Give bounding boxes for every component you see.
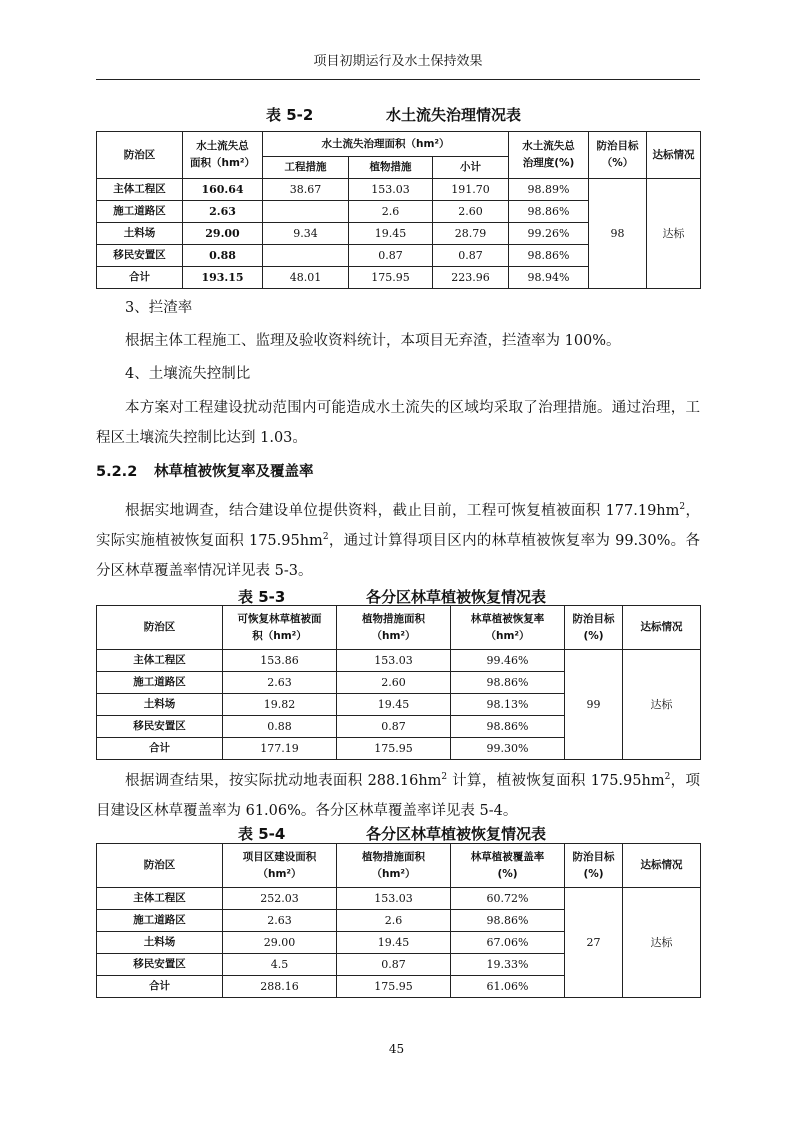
status-value: 达标	[623, 888, 701, 998]
table-row: 施工道路区 2.63 2.60 98.86%	[97, 672, 701, 694]
paragraph: 本方案对工程建设扰动范围内可能造成水土流失的区域均采取了治理措施。通过治理，工程区土壤流失控制比达到 1.03。	[96, 400, 700, 446]
header-plant-area: 植物措施面积 （hm²）	[337, 844, 451, 888]
header-zone: 防治区	[97, 132, 183, 179]
header-coverage-rate: 林草植被覆盖率 (%)	[451, 844, 565, 888]
header-subtotal: 小计	[433, 157, 509, 179]
header-managed-area: 水土流失治理面积（hm²）	[263, 132, 509, 157]
table-row: 土料场 29.00 19.45 67.06%	[97, 932, 701, 954]
table-row: 主体工程区 160.64 38.67 153.03 191.70 98.89% 98 达标	[97, 179, 701, 201]
table-row: 主体工程区 252.03 153.03 60.72% 27 达标	[97, 888, 701, 910]
status-value: 达标	[623, 650, 701, 760]
header-recovery-rate: 林草植被恢复率 （hm²）	[451, 606, 565, 650]
table-number: 表 5-4	[238, 825, 286, 843]
table-row: 土料场 19.82 19.45 98.13%	[97, 694, 701, 716]
header-target: 防治目标 （%）	[589, 132, 647, 179]
table-title: 各分区林草植被恢复情况表	[366, 825, 547, 843]
header-target: 防治目标 (%)	[565, 844, 623, 888]
paragraph: 根据主体工程施工、监理及验收资料统计，本项目无弃渣，拦渣率为 100%。	[125, 333, 621, 349]
table-soil-erosion-control	[96, 131, 701, 289]
page-number: 45	[388, 1042, 405, 1056]
section-heading	[96, 460, 314, 481]
table-row: 移民安置区 4.5 0.87 19.33%	[97, 954, 701, 976]
header-recoverable-area: 可恢复林草植被面 积（hm²）	[223, 606, 337, 650]
status-value: 达标	[647, 179, 701, 289]
table-row: 施工道路区 2.63 2.6 2.60 98.86%	[97, 201, 701, 223]
table-row: 合计 288.16 175.95 61.06%	[97, 976, 701, 998]
section-number: 5.2.2	[96, 464, 138, 480]
header-degree: 水土流失总 治理度(%)	[509, 132, 589, 179]
table-row: 合计 177.19 175.95 99.30%	[97, 738, 701, 760]
section-title: 林草植被恢复率及覆盖率	[154, 464, 314, 480]
table-number: 表 5-3	[238, 588, 286, 606]
paragraph: 根据实地调查，结合建设单位提供资料，截止目前，工程可恢复植被面积 $177.19hm^2$，实际实施植被恢复面积 $175.95hm^2$，通过计算得项目区内的林草植被恢复率为 99.30%。各分区林草覆盖率情况详见表 5-3。	[96, 502, 701, 579]
page-header: 项目初期运行及水土保持效果	[313, 54, 483, 69]
header-target: 防治目标 (%)	[565, 606, 623, 650]
target-value: 99	[565, 650, 623, 760]
paragraph: 根据调查结果，按实际扰动地表面积 $288.16hm^2$ 计算，植被恢复面积 $175.95hm^2$，项目建设区林草覆盖率为 61.06%。各分区林草覆盖率详见表 5-4。	[96, 772, 701, 819]
table-row: 合计 193.15 48.01 175.95 223.96 98.94%	[97, 267, 701, 289]
header-rule	[96, 79, 700, 80]
table-vegetation-coverage	[96, 843, 701, 998]
table-number: 表 5-2	[266, 106, 314, 124]
table-row: 移民安置区 0.88 0.87 0.87 98.86%	[97, 245, 701, 267]
table-row: 移民安置区 0.88 0.87 98.86%	[97, 716, 701, 738]
table-row: 施工道路区 2.63 2.6 98.86%	[97, 910, 701, 932]
header-status: 达标情况	[623, 606, 701, 650]
header-total-area: 水土流失总 面积（hm²）	[183, 132, 263, 179]
table-caption	[266, 104, 521, 125]
table-caption	[238, 586, 546, 607]
header-status: 达标情况	[647, 132, 701, 179]
header-engineering: 工程措施	[263, 157, 349, 179]
paragraph: 3、拦渣率	[125, 300, 193, 316]
target-value: 98	[589, 179, 647, 289]
header-status: 达标情况	[623, 844, 701, 888]
table-caption	[238, 823, 546, 844]
table-vegetation-recovery	[96, 605, 701, 760]
table-title: 各分区林草植被恢复情况表	[366, 588, 547, 606]
table-row: 主体工程区 153.86 153.03 99.46% 99 达标	[97, 650, 701, 672]
header-zone: 防治区	[97, 606, 223, 650]
table-title: 水土流失治理情况表	[386, 106, 522, 124]
table-row: 土料场 29.00 9.34 19.45 28.79 99.26%	[97, 223, 701, 245]
paragraph: 4、土壤流失控制比	[125, 366, 251, 382]
header-zone: 防治区	[97, 844, 223, 888]
header-plant-area: 植物措施面积 （hm²）	[337, 606, 451, 650]
header-project-area: 项目区建设面积 （hm²）	[223, 844, 337, 888]
target-value: 27	[565, 888, 623, 998]
header-plant: 植物措施	[349, 157, 433, 179]
